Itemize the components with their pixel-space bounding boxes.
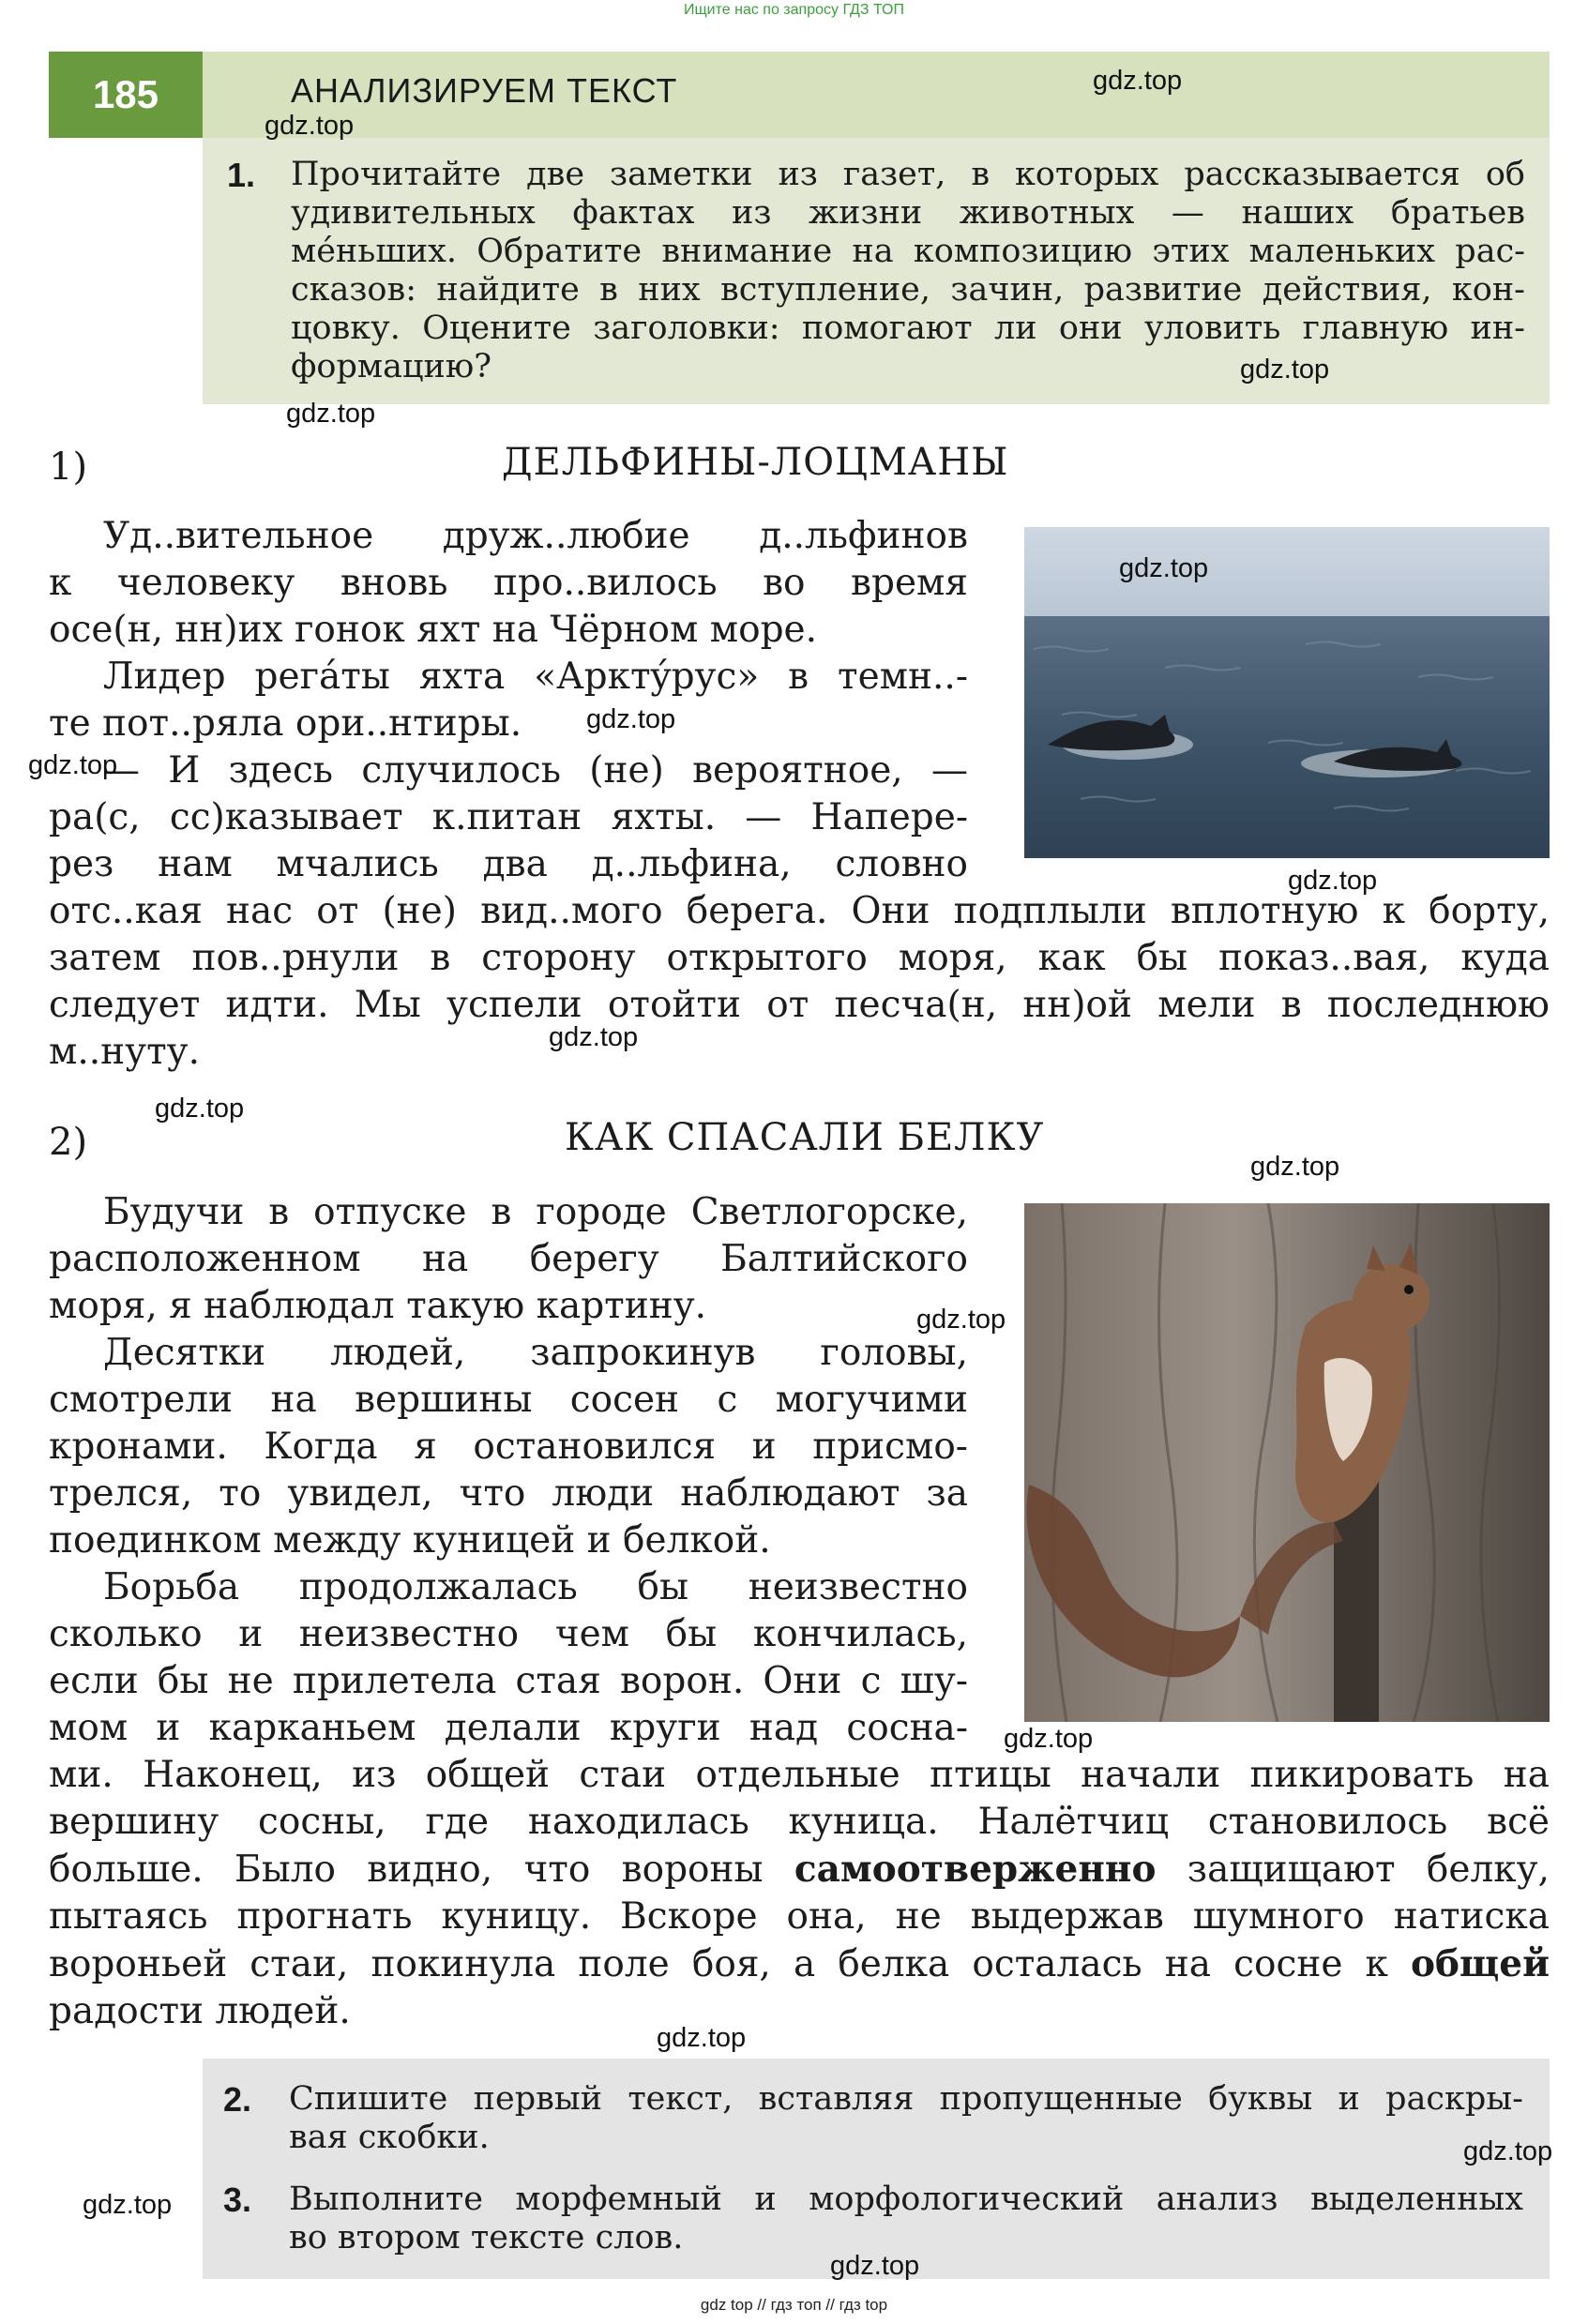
watermark: gdz.top [830, 2251, 920, 2281]
text2-line: Борьба продолжалась бы неизвестно [103, 1566, 968, 1608]
watermark: gdz.top [265, 111, 355, 141]
text2-line: пытаясь прогнать куницу. Вскоре она, не выдержав шумного натиска [49, 1895, 1550, 1938]
text2-segment: больше. Было видно, что вороны [49, 1849, 764, 1891]
watermark: gdz.top [549, 1022, 639, 1052]
text2-segment: защищают белку, [1187, 1849, 1550, 1891]
watermark: gdz.top [1250, 1152, 1340, 1182]
watermark: gdz.top [155, 1094, 245, 1124]
watermark: gdz.top [1119, 553, 1209, 583]
task1-line: ме́ньших. Обратите внимание на композицию этих маленьких рас- [291, 233, 1525, 270]
text1-number: 1) [49, 445, 88, 489]
text1-line: затем пов..рнули в сторону открытого моря, как бы показ..вая, куда [49, 937, 1550, 979]
watermark: gdz.top [1288, 866, 1378, 896]
text1-wrapped-part [49, 513, 968, 888]
text1-full-part [49, 888, 1550, 1076]
exercise-number-badge: 185 [49, 52, 203, 138]
task1-line: цовку. Оцените заголовки: помогают ли они уловить главную ин- [291, 309, 1525, 347]
watermark: gdz.top [286, 399, 376, 429]
text2-line: трелся, то увидел, что люди наблюдают за [49, 1472, 968, 1515]
task3-line: Выполните морфемный и морфологический анализ выделенных [289, 2181, 1523, 2218]
text2-line: Десятки людей, запрокинув головы, [103, 1332, 968, 1374]
watermark: gdz.top [586, 704, 676, 734]
watermark: gdz.top [916, 1305, 1006, 1335]
dolphins-photo [1024, 527, 1550, 858]
task3-line: во втором тексте слов. [289, 2219, 684, 2256]
task1-line: удивительных фактах из жизни животных — наших братьев [291, 194, 1525, 232]
text2-line: Будучи в отпуске в городе Светлогорске, [103, 1191, 968, 1233]
text1-line: рез нам мчались два д..льфина, словно [49, 843, 968, 885]
squirrel-photo [1024, 1203, 1550, 1722]
text2-line: смотрели на вершины сосен с могучими [49, 1379, 968, 1421]
text1-title: ДЕЛЬФИНЫ-ЛОЦМАНЫ [502, 441, 1009, 484]
task1-line: Прочитайте две заметки из газет, в которых рассказывается об [291, 156, 1525, 193]
text2-line: моря, я наблюдал такую картину. [49, 1285, 707, 1327]
watermark: gdz.top [1240, 355, 1330, 385]
watermark: gdz.top [1093, 66, 1183, 96]
header-note: Ищите нас по запросу ГДЗ ТОП [684, 2, 904, 18]
text2-number: 2) [49, 1121, 88, 1164]
text1-line: осе(н, нн)их гонок яхт на Чёрном море. [49, 609, 818, 651]
text1-line: отс..кая нас от (не) вид..мого берега. Они подплыли вплотную к борту, [49, 890, 1550, 932]
highlighted-word-2: общей [1411, 1942, 1550, 1985]
task1-line: формацию? [291, 348, 492, 385]
text1-line: м..нуту. [49, 1031, 200, 1073]
squirrel-image [1024, 1203, 1550, 1722]
text2-line: если бы не прилетела стая ворон. Они с шу- [49, 1660, 968, 1702]
text2-full-part [49, 1752, 1550, 2035]
text1-line: Лидер рега́ты яхта «Арктýрус» в темн..- [103, 656, 968, 698]
text2-line: сколько и неизвестно чем бы кончилась, [49, 1613, 968, 1655]
text2-line [49, 1846, 1550, 1894]
text1-line: те пот..ряла ори..нтиры. [49, 702, 522, 745]
task1-line: сказов: найдите в них вступление, зачин, развитие действия, кон- [291, 271, 1525, 309]
highlighted-word-1: самоотверженно [794, 1848, 1157, 1891]
dolphins-image [1024, 527, 1550, 858]
text2-line: кронами. Когда я остановился и присмо- [49, 1426, 968, 1468]
section-title: АНАЛИЗИРУЕМ ТЕКСТ [291, 71, 678, 110]
text2-line: вершину сосны, где находилась куница. Налётчиц становилось всё [49, 1801, 1550, 1843]
watermark: gdz.top [83, 2190, 173, 2220]
text2-line: поединком между куницей и белкой. [49, 1519, 771, 1562]
task1-text [291, 156, 1525, 386]
footer-note: gdz top // гдз топ // гдз top [700, 2296, 888, 2314]
task2-line: вая скобки. [289, 2119, 490, 2156]
watermark: gdz.top [657, 2023, 747, 2053]
task2-number: 2. [223, 2080, 252, 2119]
text1-line: — И здесь случилось (не) вероятное, — [103, 749, 968, 792]
text1-line: следует идти. Мы успели отойти от песча(н, нн)ой мели в последнюю [49, 984, 1550, 1026]
text1-line: к человеку вновь про..вилось во время [49, 562, 968, 604]
task2-text [289, 2080, 1523, 2157]
text2-wrapped-part [49, 1189, 968, 1752]
text2-segment: вороньей стаи, покинула поле боя, а белка осталась на сосне к [49, 1943, 1388, 1985]
text2-line [49, 1940, 1550, 1988]
text2-line: радости людей. [49, 1990, 351, 2032]
task1-number: 1. [227, 156, 256, 194]
watermark: gdz.top [28, 750, 118, 780]
text2-line: мом и карканьем делали круги над сосна- [49, 1707, 968, 1749]
watermark: gdz.top [1004, 1724, 1094, 1754]
watermark: gdz.top [1463, 2136, 1553, 2166]
task2-line: Спишите первый текст, вставляя пропущенные буквы и раскры- [289, 2080, 1523, 2118]
text2-line: расположенном на берегу Балтийского [49, 1238, 968, 1280]
text1-line: ра(с, сс)казывает к.питан яхты. — Напере- [49, 796, 968, 838]
text2-line: ми. Наконец, из общей стаи отдельные птицы начали пикировать на [49, 1754, 1550, 1796]
task3-number: 3. [223, 2181, 252, 2219]
text2-title: КАК СПАСАЛИ БЕЛКУ [565, 1116, 1045, 1159]
task3-text [289, 2181, 1523, 2257]
text1-line: Уд..вительное друж..любие д..льфинов [103, 515, 968, 557]
